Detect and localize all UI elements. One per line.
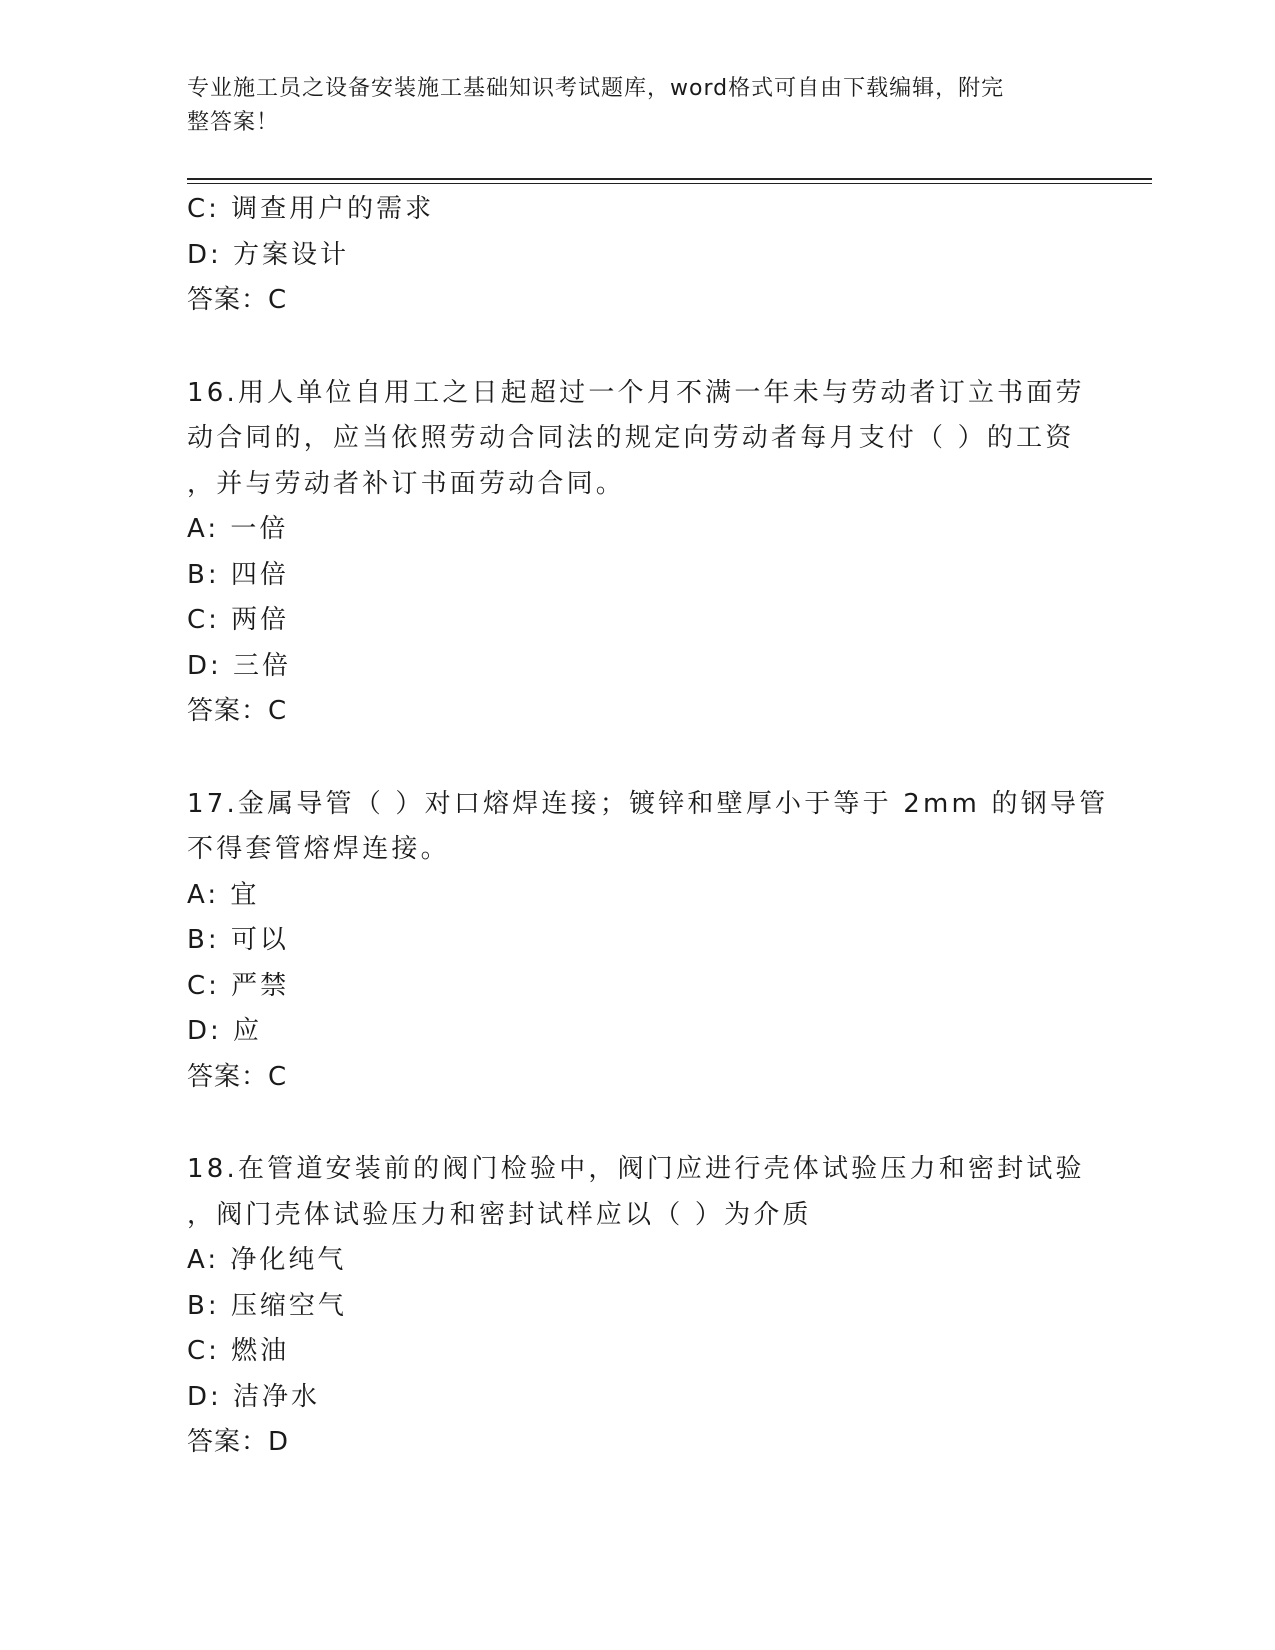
option-d: D: 洁净水 — [187, 1381, 321, 1412]
option-c: C: 严禁 — [187, 970, 290, 1001]
question-text-line: 动合同的，应当依照劳动合同法的规定向劳动者每月支付（ ）的工资 — [187, 423, 1075, 453]
option-c: C: 燃油 — [187, 1336, 290, 1366]
option-b: B: 可以 — [187, 925, 289, 955]
question-17 — [187, 782, 1109, 1101]
header-divider-thick — [187, 178, 1152, 180]
question-text-line: ，并与劳动者补订书面劳动合同。 — [187, 468, 626, 499]
prev-question-block — [187, 187, 1087, 324]
answer-line: 答案：D — [187, 1427, 290, 1457]
option-b: B: 四倍 — [187, 559, 289, 590]
option-d: D: 应 — [187, 1016, 263, 1046]
header-line-2: 整答案！ — [187, 110, 280, 135]
question-content — [187, 187, 1109, 1466]
option-c: C: 调查用户的需求 — [187, 194, 435, 224]
option-c: C: 两倍 — [187, 605, 290, 635]
question-text-line: ，阀门壳体试验压力和密封试样应以（ ）为介质 — [187, 1199, 812, 1230]
question-text — [187, 371, 1087, 508]
question-text-line: 17.金属导管（ ）对口熔焊连接；镀锌和壁厚小于等于 2mm 的钢导管 — [187, 788, 1109, 819]
answer-line: 答案：C — [187, 1061, 288, 1092]
header-line-1: 专业施工员之设备安装施工基础知识考试题库，word格式可自由下载编辑，附完 — [187, 76, 1005, 101]
answer-line: 答案：C — [187, 696, 288, 726]
option-a: A: 净化纯气 — [187, 1245, 347, 1275]
question-16 — [187, 371, 1087, 735]
question-text-line: 不得套管熔焊连接。 — [187, 834, 450, 864]
question-text-line: 16.用人单位自用工之日起超过一个月不满一年未与劳动者订立书面劳 — [187, 377, 1085, 408]
question-text — [187, 1147, 1087, 1238]
question-text — [187, 782, 1109, 873]
document-header — [187, 72, 1067, 140]
option-b: B: 压缩空气 — [187, 1290, 347, 1321]
option-d: D: 三倍 — [187, 650, 292, 681]
option-d: D: 方案设计 — [187, 239, 350, 270]
question-text-line: 18.在管道安装前的阀门检验中，阀门应进行壳体试验压力和密封试验 — [187, 1154, 1085, 1184]
answer-line: 答案：C — [187, 285, 288, 315]
question-18 — [187, 1147, 1087, 1466]
option-a: A: 一倍 — [187, 514, 289, 544]
option-a: A: 宜 — [187, 879, 260, 910]
header-divider-thin — [187, 183, 1152, 184]
